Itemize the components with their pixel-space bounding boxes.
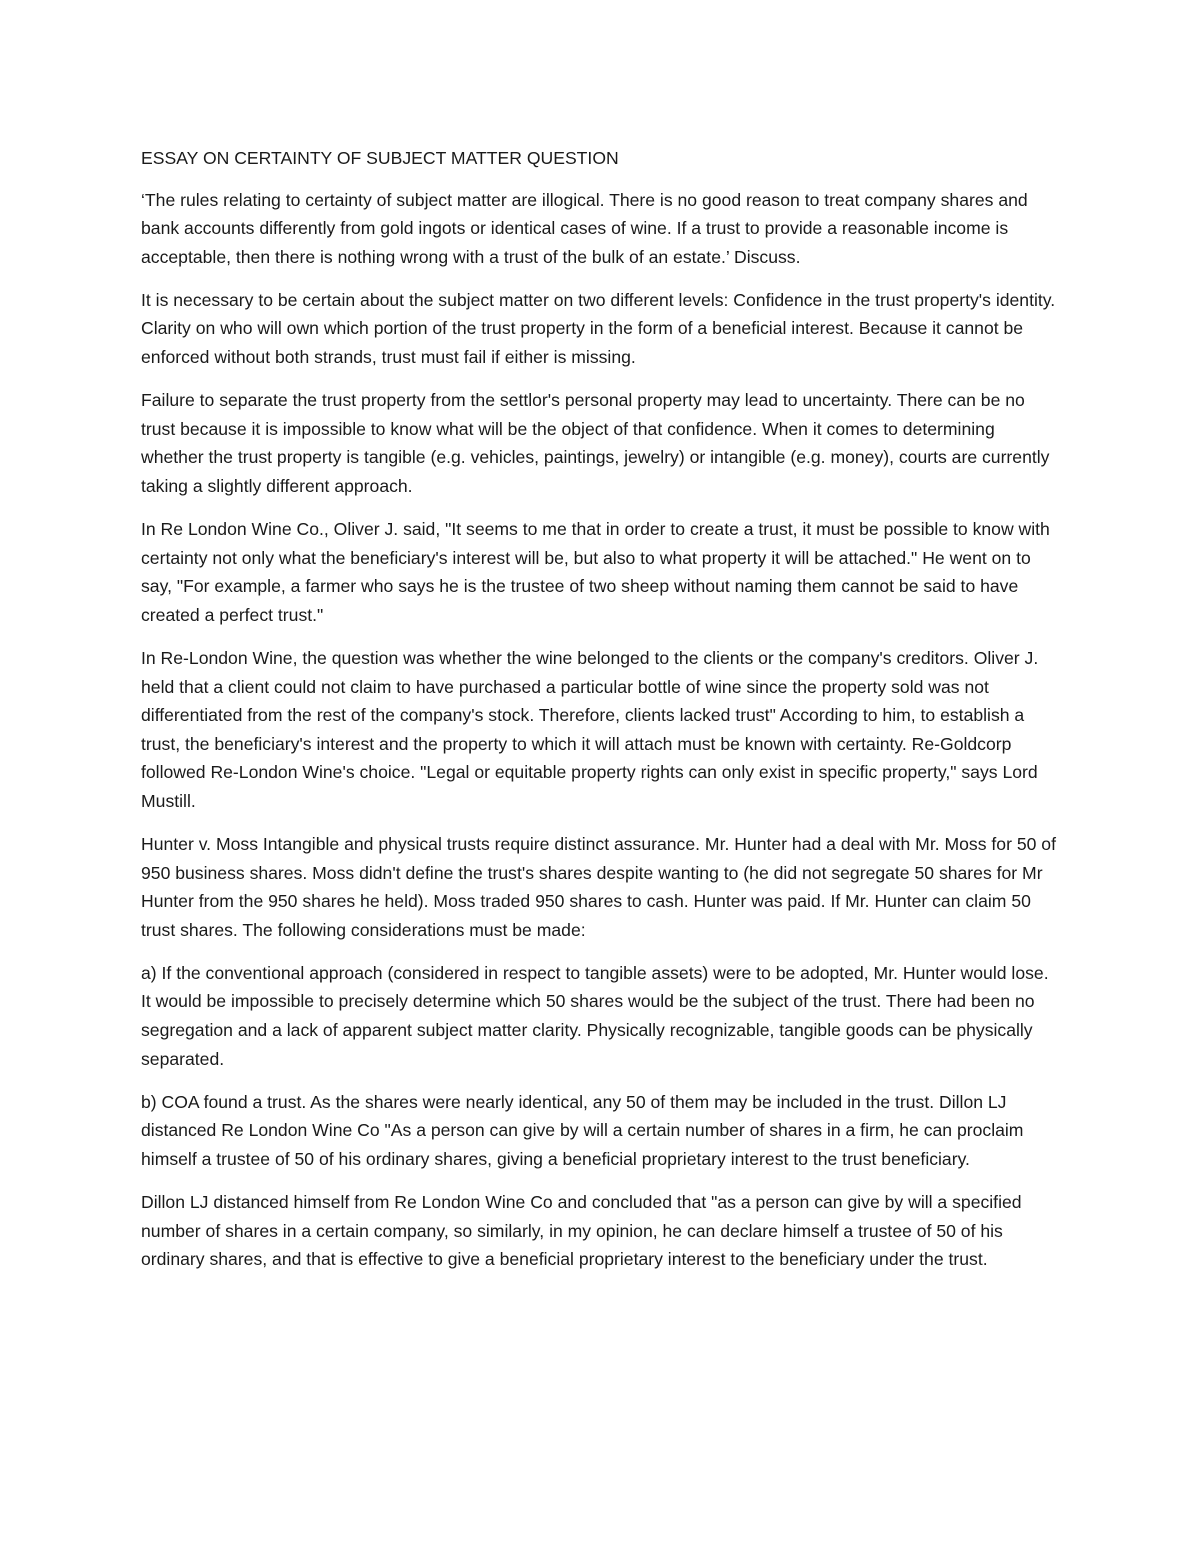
paragraph-point-a: a) If the conventional approach (considered in respect to tangible assets) were to be adopted, Mr. Hunter would lose. It would be impossible to precisely determine which 50 shares would be the subject of the trust. There had been no segregation and a lack of apparent subject matter clarity. Physically recognizable, tangible goods can be physically separated.	[141, 962, 1049, 1069]
paragraph-levels-of-certainty: It is necessary to be certain about the subject matter on two different levels: Confidence in the trust property's identity. Clarity on who will own which portion of the trust property in the form of a beneficial interest. Because it cannot be enforced without both strands, trust must fail if either is missing.	[141, 289, 1056, 368]
paragraph-question: ‘The rules relating to certainty of subject matter are illogical. There is no good reason to treat company shares and bank accounts differently from gold ingots or identical cases of wine. If a trust to provide a reasonable income is acceptable, then there is nothing wrong with a trust of the bulk of an estate.’ Discuss.	[141, 189, 1028, 267]
paragraph-dillon-lj: Dillon LJ distanced himself from Re London Wine Co and concluded that "as a person can give by will a specified number of shares in a certain company, so similarly, in my opinion, he can declare himself a trustee of 50 of his ordinary shares, and that is effective to give a beneficial proprietary interest to the beneficiary under the trust.	[141, 1192, 1022, 1270]
paragraph-re-london-wine-quote: In Re London Wine Co., Oliver J. said, "It seems to me that in order to create a trust, it must be possible to know with certainty not only what the beneficiary's interest will be, but also to what property it will be attached." He went on to say, "For example, a farmer who says he is the trustee of two sheep without naming them cannot be said to have created a perfect trust."	[141, 519, 1050, 625]
paragraph-point-b: b) COA found a trust. As the shares were nearly identical, any 50 of them may be included in the trust. Dillon LJ distanced Re London Wine Co "As a person can give by will a certain number of shares in a firm, he can proclaim himself a trustee of 50 of his ordinary shares, giving a beneficial proprietary interest to the trust beneficiary.	[141, 1091, 1024, 1169]
paragraph-hunter-v-moss: Hunter v. Moss Intangible and physical trusts require distinct assurance. Mr. Hunter had a deal with Mr. Moss for 50 of 950 business shares. Moss didn't define the trust's shares despite wanting to (he did not segregate 50 shares for Mr Hunter from the 950 shares he held). Moss traded 950 shares to cash. Hunter was paid. If Mr. Hunter can claim 50 trust shares. The following considerations must be made:	[141, 833, 1056, 940]
paragraph-segregation: Failure to separate the trust property from the settlor's personal property may lead to uncertainty. There can be no trust because it is impossible to know what will be the object of that confidence. When it comes to determining whether the trust property is tangible (e.g. vehicles, paintings, jewelry) or intangible (e.g. money), courts are currently taking a slightly different approach.	[141, 390, 1050, 496]
essay-title: ESSAY ON CERTAINTY OF SUBJECT MATTER QUESTION	[141, 148, 619, 168]
document-page	[141, 144, 1061, 1288]
paragraph-re-london-wine-facts: In Re-London Wine, the question was whether the wine belonged to the clients or the company's creditors. Oliver J. held that a client could not claim to have purchased a particular bottle of wine since the property sold was not differentiated from the rest of the company's stock. Therefore, clients lacked trust" According to him, to establish a trust, the beneficiary's interest and the property to which it will attach must be known with certainty. Re-Goldcorp followed Re-London Wine's choice. "Legal or equitable property rights can only exist in specific property," says Lord Mustill.	[141, 647, 1039, 811]
